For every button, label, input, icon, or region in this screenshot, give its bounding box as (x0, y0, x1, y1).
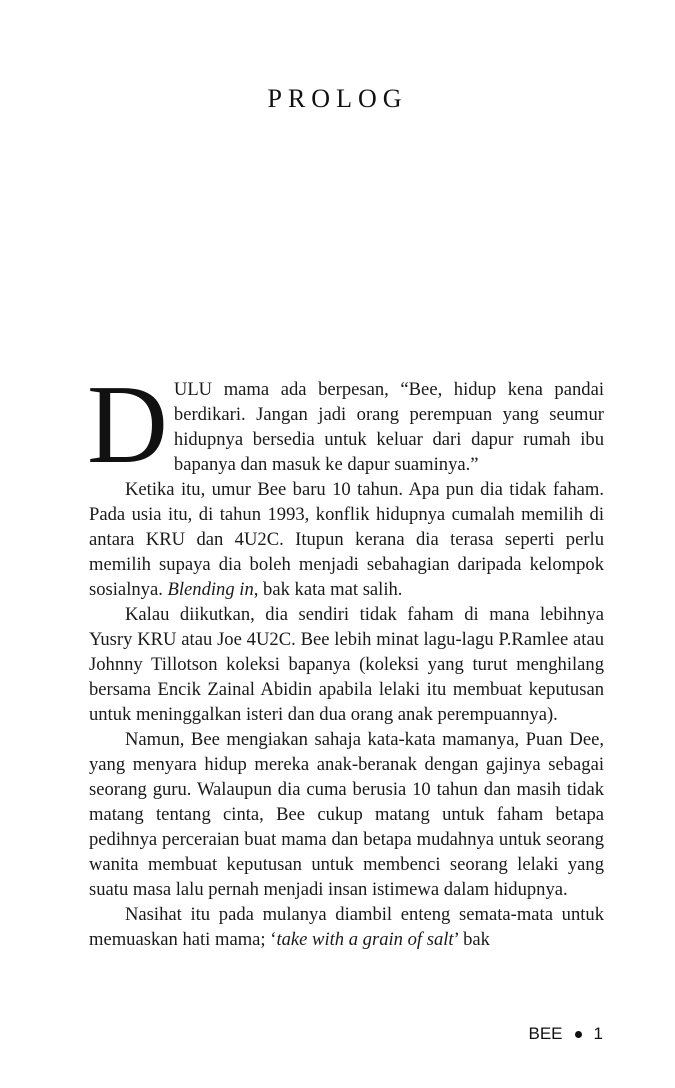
paragraph-2-text-b: , bak kata mat salih. (253, 579, 403, 600)
paragraph-5-text-a: Nasihat itu pada mulanya diambil enteng semata-mata untuk memuaskan hati mama; ‘ (89, 904, 604, 950)
paragraph-1 (87, 363, 604, 487)
paragraph-1-text: ULU mama ada berpesan, “Bee, hidup kena pandai berdikari. Jangan jadi orang perempuan yang seumur hidupnya bersedia untuk keluar dari dapur rumah ibu bapanya dan masuk ke dapur suaminya.” (173, 379, 604, 475)
chapter-title: PROLOG (267, 84, 408, 113)
paragraph-5-text-b: ’ bak (453, 929, 490, 950)
page-footer (529, 1024, 604, 1044)
bullet-icon (575, 1031, 582, 1038)
paragraph-5 (89, 902, 604, 952)
paragraph-4: Namun, Bee mengiakan sahaja kata-kata mamanya, Puan Dee, yang menyara hidup mereka anak-beranak dengan gajinya sebagai seorang guru. Walaupun dia cuma berusia 10 tahun dan masih tidak matang tentang cinta, Bee cukup matang untuk faham betapa pedihnya perceraian buat mama dan betapa mudahnya untuk seorang wanita membuat keputusan untuk membenci seorang lelaki yang suatu masa lalu pernah menjadi insan istimewa dalam hidupnya. (89, 729, 604, 900)
page-number: 1 (593, 1024, 603, 1043)
paragraph-3: Kalau diikutkan, dia sendiri tidak faham di mana lebihnya Yusry KRU atau Joe 4U2C. Bee lebih minat lagu-lagu P.Ramlee atau Johnny Tillotson koleksi bapanya (koleksi yang turut menghilang bersama Encik Zainal Abidin apabila lelaki itu membuat keputusan untuk meninggalkan isteri dan dua orang anak perempuannya). (89, 604, 604, 725)
paragraph-2-text-a: Ketika itu, umur Bee baru 10 tahun. Apa pun dia tidak faham. Pada usia itu, di tahun 1993, konflik hidupnya cumalah memilih di antara KRU dan 4U2C. Itupun kerana dia terasa seperti perlu memilih supaya dia boleh menjadi sebahagian daripada kelompok sosialnya. (89, 479, 604, 600)
chapter-body (87, 363, 604, 952)
drop-cap: D (87, 363, 168, 487)
paragraph-2 (89, 477, 604, 602)
paragraph-2-italic: Blending in (167, 579, 254, 600)
running-title: BEE (528, 1024, 563, 1043)
paragraph-5-italic: take with a grain of salt (276, 929, 454, 950)
